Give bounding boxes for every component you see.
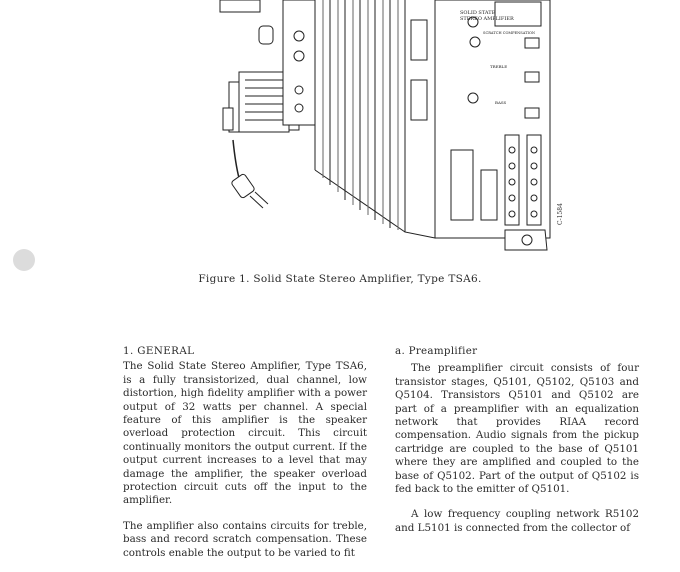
general-paragraph-1: The Solid State Stereo Amplifier, Type TSA6, is a fully transistorized, dual channel, low distortion, high fidelity amplifier with a power output of 32 watts per channel. A special feature of this amplifier is the speaker overload protection circuit. This circuit continually monitors the output current. If the output current increases to a level that may damage the amplifier, the speaker overload protection circuit cuts off the input to the amplifier. [123, 360, 367, 507]
heat-sink [315, 0, 405, 232]
punch-hole [13, 249, 35, 271]
preamplifier-heading: a. Preamplifier [395, 345, 478, 357]
preamplifier-paragraph-2: A low frequency coupling network R5102 and L5101 is connected from the collector of [395, 508, 639, 534]
general-heading: 1. GENERAL [123, 345, 195, 357]
preamplifier-section [395, 345, 639, 547]
control-label-treble: TREBLE [490, 64, 508, 69]
amplifier-illustration [205, 0, 565, 262]
nameplate-line-1: SOLID STATE [460, 10, 496, 16]
figure-side-note: C-1584 [557, 203, 564, 225]
power-plug [231, 173, 268, 208]
general-section [123, 345, 367, 572]
control-label-scratch: SCRATCH COMPENSATION [483, 31, 536, 35]
general-paragraph-2: The amplifier also contains circuits for treble, bass and record scratch compensation. These controls enable the output to be varied to fit [123, 519, 367, 559]
control-label-bass: BASS [495, 100, 507, 105]
figure-caption: Figure 1. Solid State Stereo Amplifier, Type TSA6. [198, 273, 482, 285]
nameplate-line-2: STEREO AMPLIFIER [460, 16, 514, 22]
front-panel [435, 0, 550, 238]
preamplifier-paragraph-1: The preamplifier circuit consists of four transistor stages, Q5101, Q5102, Q5103 and Q5104. Transistors Q5101 and Q5102 are part of a preamplifier with an equalization network that provides RIAA record compensation. Audio signals from the pickup cartridge are coupled to the base of Q5101 where they are amplified and coupled to the base of Q5102. Part of the output of Q5102 is fed back to the emitter of Q5101. [395, 362, 639, 496]
